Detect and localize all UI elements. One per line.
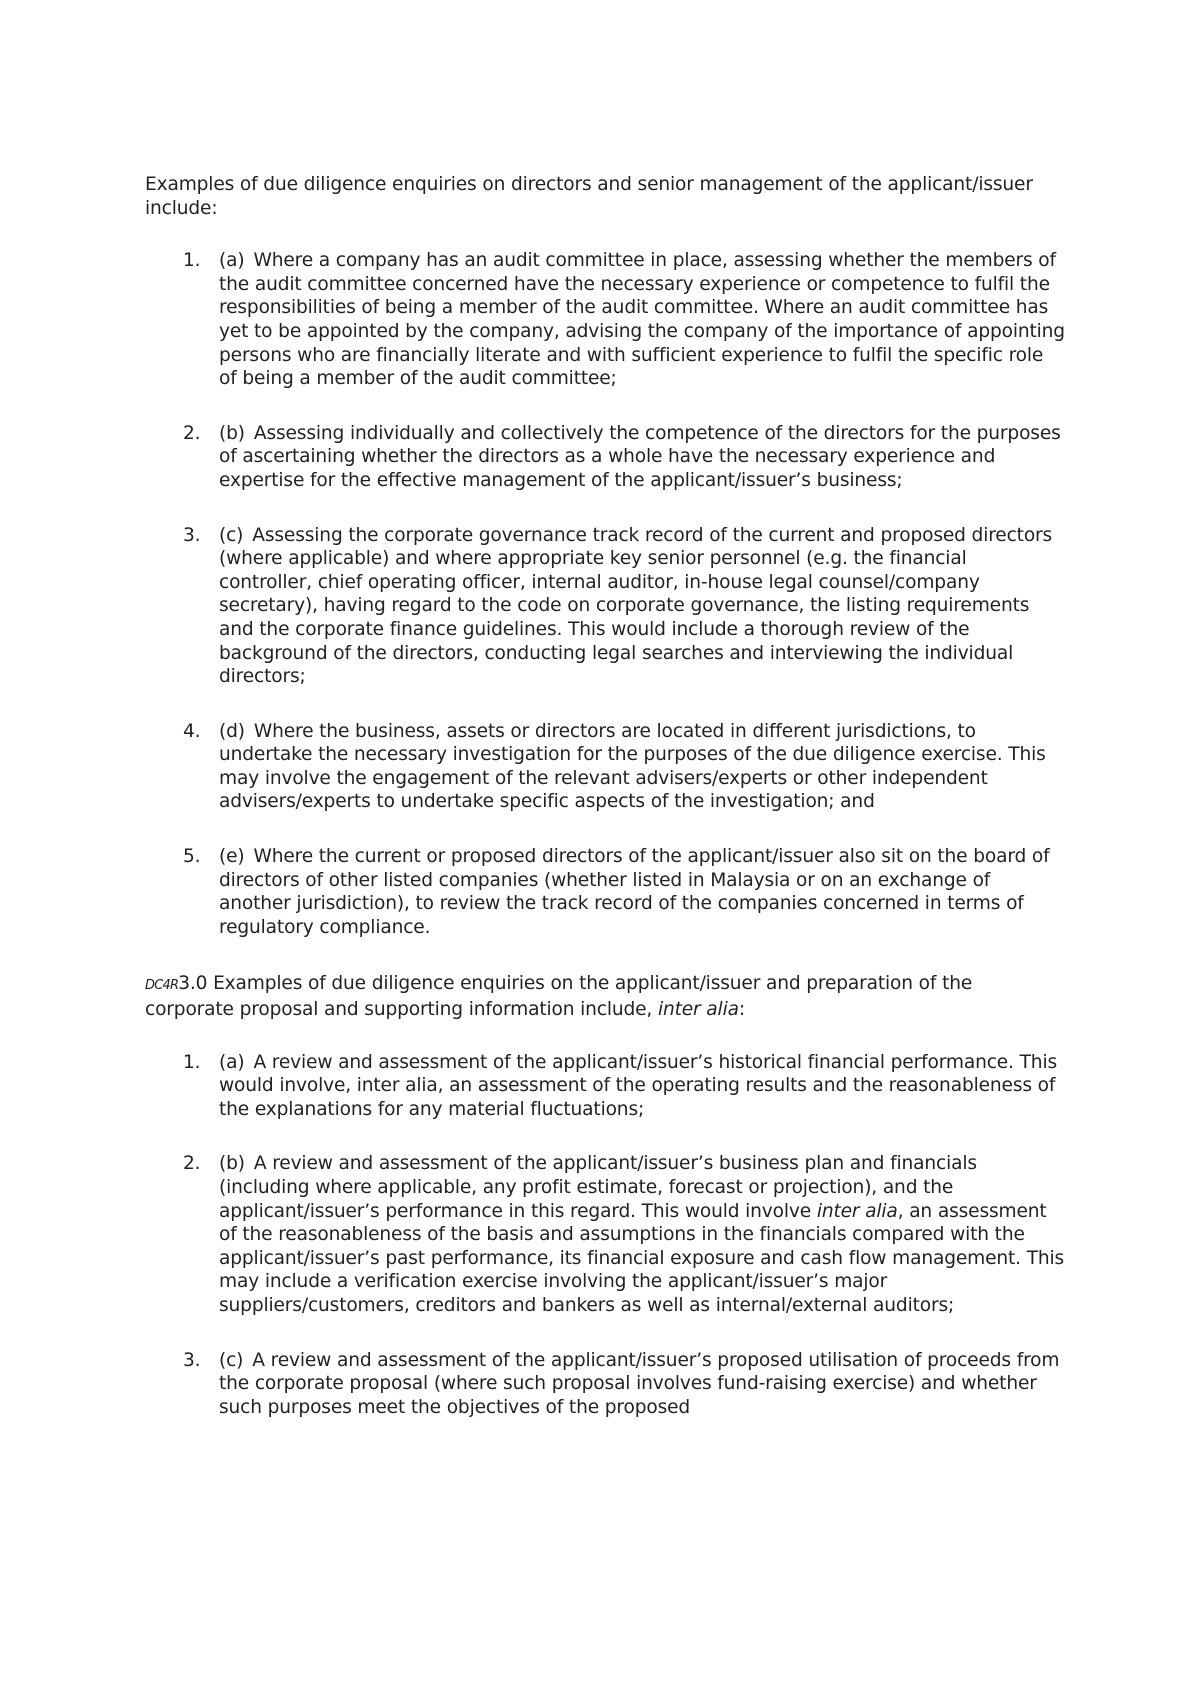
item-text: A review and assessment of the applicant/issuer’s historical financial performance. This would involve, inter alia, an assessment of the operating results and the reasonableness of the explanations for any material fluctuations; bbox=[219, 1051, 1057, 1120]
section-1-list bbox=[145, 249, 1065, 939]
item-letter: (b) bbox=[219, 1153, 245, 1175]
item-letter: (d) bbox=[219, 720, 245, 742]
item-letter: (c) bbox=[219, 524, 244, 546]
item-number: 2. bbox=[183, 422, 201, 444]
item-letter: (e) bbox=[219, 846, 245, 868]
list-item bbox=[145, 249, 1065, 391]
item-number: 1. bbox=[183, 250, 201, 272]
section-2-intro bbox=[145, 972, 1065, 1021]
item-letter: (a) bbox=[219, 1051, 245, 1073]
list-item bbox=[145, 720, 1065, 814]
document-page bbox=[145, 173, 1065, 1452]
item-number: 2. bbox=[183, 1153, 201, 1175]
item-letter: (c) bbox=[219, 1349, 244, 1371]
item-text: Assessing individually and collectively the competence of the directors for the purposes of ascertaining whether the directors as a whole have the necessary experience and expertise for the effective management of the applicant/issuer’s business; bbox=[219, 422, 1061, 491]
item-letter: (b) bbox=[219, 422, 245, 444]
section-2-intro-italic: inter alia bbox=[657, 999, 739, 1021]
section-2-intro-end: : bbox=[738, 999, 745, 1021]
list-item bbox=[145, 524, 1065, 689]
section-tag: DC4R bbox=[145, 978, 179, 994]
list-item bbox=[145, 1051, 1065, 1122]
item-number: 5. bbox=[183, 846, 201, 868]
list-item bbox=[145, 1152, 1065, 1317]
item-number: 3. bbox=[183, 524, 201, 546]
section-1-intro: Examples of due diligence enquiries on directors and senior management of the applicant/issuer include: bbox=[145, 174, 1033, 219]
section-2-intro-text: Examples of due diligence enquiries on the applicant/issuer and preparation of the corporate proposal and supporting information include, bbox=[145, 973, 973, 1021]
section-number: 3.0 bbox=[178, 973, 208, 995]
list-item bbox=[145, 845, 1065, 939]
item-text: Assessing the corporate governance track record of the current and proposed directors (where applicable) and where appropriate key senior personnel (e.g. the financial controller, chief operating officer, internal auditor, in-house legal counsel/company secretary), having regard to the code on corporate governance, the listing requirements and the corporate finance guidelines. This would include a thorough review of the background of the directors, conducting legal searches and interviewing the individual directors; bbox=[219, 524, 1053, 688]
list-item bbox=[145, 1349, 1065, 1420]
item-text: Where a company has an audit committee in place, assessing whether the members of the audit committee concerned have the necessary experience or competence to fulfil the responsibilities of being a member of the audit committee. Where an audit committee has yet to be appointed by the company, advising the company of the importance of appointing persons who are financially literate and with sufficient experience to fulfil the specific role of being a member of the audit committee; bbox=[219, 250, 1065, 390]
item-number: 3. bbox=[183, 1349, 201, 1371]
item-text-italic: inter alia bbox=[816, 1200, 898, 1222]
item-text: Where the current or proposed directors of the applicant/issuer also sit on the board of directors of other listed companies (whether listed in Malaysia or on an exchange of another jurisdiction), to review the track record of the companies concerned in terms of regulatory compliance. bbox=[219, 846, 1050, 938]
list-item bbox=[145, 422, 1065, 493]
item-text-end: , an assessment of the reasonableness of the basis and assumptions in the financials compared with the applicant/issuer’s past performance, its financial exposure and cash flow management. This may include a verification exercise involving the applicant/issuer’s major suppliers/customers, creditors and bankers as well as internal/external auditors; bbox=[219, 1200, 1065, 1316]
item-letter: (a) bbox=[219, 250, 245, 272]
item-text: A review and assessment of the applicant/issuer’s proposed utilisation of proceeds from the corporate proposal (where such proposal involves fund-raising exercise) and whether such purposes meet the objectives of the proposed bbox=[219, 1349, 1060, 1418]
section-2-list bbox=[145, 1051, 1065, 1420]
item-number: 1. bbox=[183, 1051, 201, 1073]
item-text: A review and assessment of the applicant/issuer’s business plan and financials (including where applicable, any profit estimate, forecast or projection), and the applicant/issuer’s performance in this regard. This would involve bbox=[219, 1153, 977, 1222]
item-text: Where the business, assets or directors are located in different jurisdictions, to undertake the necessary investigation for the purposes of the due diligence exercise. This may involve the engagement of the relevant advisers/experts or other independent advisers/experts to undertake specific aspects of the investigation; and bbox=[219, 720, 1046, 813]
item-number: 4. bbox=[183, 720, 201, 742]
